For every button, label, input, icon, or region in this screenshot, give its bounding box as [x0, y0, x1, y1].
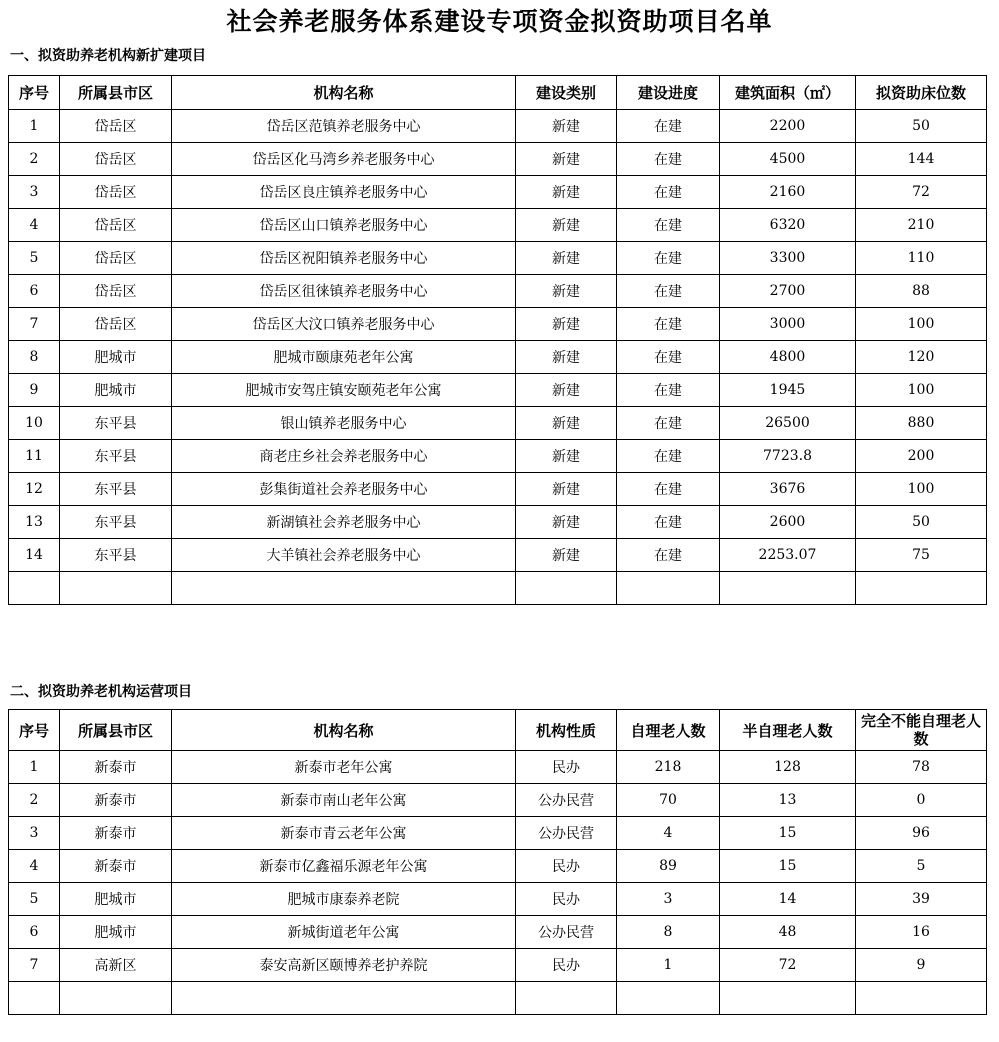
table-cell: 3000: [720, 308, 856, 341]
table-cell: [172, 982, 516, 1015]
column-header: 机构名称: [172, 76, 516, 110]
table-cell: 新建: [516, 473, 617, 506]
table-cell: 新建: [516, 242, 617, 275]
table-cell: 在建: [617, 473, 720, 506]
table-cell: 72: [856, 176, 987, 209]
table-cell: 6: [9, 916, 60, 949]
table-cell: 新建: [516, 209, 617, 242]
table-row: [9, 883, 987, 916]
table-row: [9, 374, 987, 407]
table-cell: 在建: [617, 341, 720, 374]
table-cell: 新建: [516, 308, 617, 341]
table-cell: 在建: [617, 374, 720, 407]
operation-projects-table: [8, 709, 987, 1015]
table-cell: 6: [9, 275, 60, 308]
table-cell: 岱岳区: [60, 275, 172, 308]
section-heading-operation: 二、拟资助养老机构运营项目: [10, 684, 192, 700]
table-row: [9, 440, 987, 473]
table-cell: 210: [856, 209, 987, 242]
table-cell: 东平县: [60, 473, 172, 506]
table-cell: 10: [9, 407, 60, 440]
table-cell: 大羊镇社会养老服务中心: [172, 539, 516, 572]
table-cell: 8: [9, 341, 60, 374]
table-cell: 11: [9, 440, 60, 473]
table-cell: 岱岳区范镇养老服务中心: [172, 110, 516, 143]
table-cell: 0: [856, 784, 987, 817]
table-cell: 48: [720, 916, 856, 949]
table-cell: 岱岳区: [60, 110, 172, 143]
table-cell: 4: [9, 850, 60, 883]
table-cell: 新泰市: [60, 817, 172, 850]
table-cell: 公办民营: [516, 916, 617, 949]
column-header: 序号: [9, 76, 60, 110]
table-cell: [720, 982, 856, 1015]
table-cell: 7: [9, 949, 60, 982]
table-row: [9, 110, 987, 143]
table-cell: 9: [9, 374, 60, 407]
table-cell: 12: [9, 473, 60, 506]
page-title: 社会养老服务体系建设专项资金拟资助项目名单: [226, 7, 773, 36]
table-cell: [9, 982, 60, 1015]
table-cell: 13: [720, 784, 856, 817]
table-cell: 在建: [617, 308, 720, 341]
column-header: 序号: [9, 710, 60, 751]
table-cell: 4800: [720, 341, 856, 374]
table-cell: 2: [9, 143, 60, 176]
column-header: 建筑面积（㎡）: [720, 76, 856, 110]
header-row: [9, 76, 987, 110]
table-cell: 39: [856, 883, 987, 916]
table-cell: 岱岳区良庄镇养老服务中心: [172, 176, 516, 209]
table-cell: 9: [856, 949, 987, 982]
table-cell: 2: [9, 784, 60, 817]
column-header: 拟资助床位数: [856, 76, 987, 110]
column-header: 自理老人数: [617, 710, 720, 751]
table-cell: 新城街道老年公寓: [172, 916, 516, 949]
table-cell: 5: [9, 242, 60, 275]
table-cell: 15: [720, 817, 856, 850]
table-cell: 新泰市: [60, 850, 172, 883]
table-cell: 新泰市亿鑫福乐源老年公寓: [172, 850, 516, 883]
table-row: [9, 242, 987, 275]
table-cell: 在建: [617, 176, 720, 209]
table-cell: 218: [617, 751, 720, 784]
column-header: 机构性质: [516, 710, 617, 751]
table-cell: 东平县: [60, 506, 172, 539]
table-cell: 肥城市康泰养老院: [172, 883, 516, 916]
table-cell: 7723.8: [720, 440, 856, 473]
table-cell: 新泰市青云老年公寓: [172, 817, 516, 850]
table-cell: 5: [856, 850, 987, 883]
table-cell: [856, 982, 987, 1015]
table-cell: 新建: [516, 440, 617, 473]
table-cell: 128: [720, 751, 856, 784]
column-header: 完全不能自理老人数: [856, 710, 987, 751]
table-row: [9, 209, 987, 242]
table-row: [9, 506, 987, 539]
table-cell: 15: [720, 850, 856, 883]
table-cell: 肥城市安驾庄镇安颐苑老年公寓: [172, 374, 516, 407]
table-cell: 2700: [720, 275, 856, 308]
table-cell: 民办: [516, 850, 617, 883]
table-cell: 14: [720, 883, 856, 916]
table-row: [9, 916, 987, 949]
table-cell: [60, 982, 172, 1015]
table-cell: 1: [9, 751, 60, 784]
table-cell: 200: [856, 440, 987, 473]
table-cell: 新湖镇社会养老服务中心: [172, 506, 516, 539]
table-cell: 新建: [516, 341, 617, 374]
table-cell: 在建: [617, 143, 720, 176]
table-cell: 岱岳区徂徕镇养老服务中心: [172, 275, 516, 308]
table-cell: 3: [9, 176, 60, 209]
table-row: [9, 982, 987, 1015]
table-cell: 89: [617, 850, 720, 883]
table-cell: 2253.07: [720, 539, 856, 572]
column-header: 机构名称: [172, 710, 516, 751]
column-header: 所属县市区: [60, 710, 172, 751]
table-cell: 肥城市颐康苑老年公寓: [172, 341, 516, 374]
table-cell: 96: [856, 817, 987, 850]
table-cell: 78: [856, 751, 987, 784]
table-cell: 2160: [720, 176, 856, 209]
table-row: [9, 143, 987, 176]
table-cell: 新泰市老年公寓: [172, 751, 516, 784]
table-row: [9, 341, 987, 374]
column-header: 建设类别: [516, 76, 617, 110]
table-cell: [516, 572, 617, 605]
column-header: 半自理老人数: [720, 710, 856, 751]
table-cell: 16: [856, 916, 987, 949]
table-row: [9, 949, 987, 982]
table-cell: 民办: [516, 751, 617, 784]
table-cell: 120: [856, 341, 987, 374]
table-cell: 在建: [617, 275, 720, 308]
table-cell: 2600: [720, 506, 856, 539]
table-cell: 13: [9, 506, 60, 539]
table-cell: 50: [856, 110, 987, 143]
table-cell: [60, 572, 172, 605]
table-cell: 新建: [516, 374, 617, 407]
table-cell: [9, 572, 60, 605]
table-cell: 肥城市: [60, 341, 172, 374]
table-cell: 880: [856, 407, 987, 440]
table-cell: 7: [9, 308, 60, 341]
table-cell: 3: [617, 883, 720, 916]
table-cell: 144: [856, 143, 987, 176]
table-cell: 3676: [720, 473, 856, 506]
table-row: [9, 308, 987, 341]
table-cell: 新泰市: [60, 784, 172, 817]
table-row: [9, 751, 987, 784]
table-cell: 14: [9, 539, 60, 572]
table-cell: 4: [9, 209, 60, 242]
table-cell: 110: [856, 242, 987, 275]
section-heading-construction: 一、拟资助养老机构新扩建项目: [10, 48, 206, 64]
table-cell: 民办: [516, 949, 617, 982]
table-cell: 岱岳区化马湾乡养老服务中心: [172, 143, 516, 176]
table-cell: 新建: [516, 275, 617, 308]
table-cell: 岱岳区大汶口镇养老服务中心: [172, 308, 516, 341]
table-row: [9, 572, 987, 605]
table-cell: 3: [9, 817, 60, 850]
table-row: [9, 407, 987, 440]
table-cell: 在建: [617, 110, 720, 143]
table-cell: 新建: [516, 176, 617, 209]
table-cell: 新建: [516, 143, 617, 176]
table-cell: 彭集街道社会养老服务中心: [172, 473, 516, 506]
table-cell: 岱岳区: [60, 209, 172, 242]
table-cell: 商老庄乡社会养老服务中心: [172, 440, 516, 473]
table-cell: 在建: [617, 539, 720, 572]
table-row: [9, 850, 987, 883]
table-cell: 75: [856, 539, 987, 572]
table-cell: 公办民营: [516, 784, 617, 817]
table-cell: 4: [617, 817, 720, 850]
table-cell: 4500: [720, 143, 856, 176]
table-cell: 1945: [720, 374, 856, 407]
table-cell: 50: [856, 506, 987, 539]
table-cell: 泰安高新区颐博养老护养院: [172, 949, 516, 982]
table-cell: 东平县: [60, 407, 172, 440]
table-cell: 70: [617, 784, 720, 817]
table-cell: 公办民营: [516, 817, 617, 850]
table-cell: [720, 572, 856, 605]
table-cell: 岱岳区山口镇养老服务中心: [172, 209, 516, 242]
table-cell: 在建: [617, 407, 720, 440]
table-cell: 东平县: [60, 440, 172, 473]
table-cell: 高新区: [60, 949, 172, 982]
table-cell: 新建: [516, 407, 617, 440]
table-cell: 岱岳区: [60, 242, 172, 275]
table-cell: 72: [720, 949, 856, 982]
table-row: [9, 784, 987, 817]
construction-projects-table: [8, 75, 987, 605]
table-cell: 100: [856, 308, 987, 341]
table-cell: 100: [856, 374, 987, 407]
table-cell: [172, 572, 516, 605]
column-header: 建设进度: [617, 76, 720, 110]
table-cell: 在建: [617, 506, 720, 539]
table-cell: 1: [9, 110, 60, 143]
table-cell: 6320: [720, 209, 856, 242]
table-cell: 肥城市: [60, 374, 172, 407]
table-cell: 在建: [617, 440, 720, 473]
table-row: [9, 817, 987, 850]
table-cell: 88: [856, 275, 987, 308]
table-row: [9, 473, 987, 506]
table-cell: 岱岳区: [60, 143, 172, 176]
table-cell: 银山镇养老服务中心: [172, 407, 516, 440]
table-cell: 新建: [516, 539, 617, 572]
table-cell: 5: [9, 883, 60, 916]
table-cell: 26500: [720, 407, 856, 440]
table-cell: 在建: [617, 209, 720, 242]
table-cell: 岱岳区祝阳镇养老服务中心: [172, 242, 516, 275]
table-cell: [856, 572, 987, 605]
table-cell: [516, 982, 617, 1015]
table-cell: 2200: [720, 110, 856, 143]
table-cell: 民办: [516, 883, 617, 916]
table-cell: 在建: [617, 242, 720, 275]
table-cell: 新泰市: [60, 751, 172, 784]
header-row: [9, 710, 987, 751]
table-cell: 东平县: [60, 539, 172, 572]
table-row: [9, 539, 987, 572]
table-cell: 1: [617, 949, 720, 982]
table-cell: 8: [617, 916, 720, 949]
table-cell: [617, 572, 720, 605]
table-cell: 新泰市南山老年公寓: [172, 784, 516, 817]
table-cell: 肥城市: [60, 916, 172, 949]
table-cell: 岱岳区: [60, 176, 172, 209]
table-cell: 新建: [516, 110, 617, 143]
table-cell: [617, 982, 720, 1015]
table-cell: 新建: [516, 506, 617, 539]
table-row: [9, 275, 987, 308]
table-cell: 肥城市: [60, 883, 172, 916]
table-cell: 3300: [720, 242, 856, 275]
table-cell: 100: [856, 473, 987, 506]
column-header: 所属县市区: [60, 76, 172, 110]
table-cell: 岱岳区: [60, 308, 172, 341]
table-row: [9, 176, 987, 209]
